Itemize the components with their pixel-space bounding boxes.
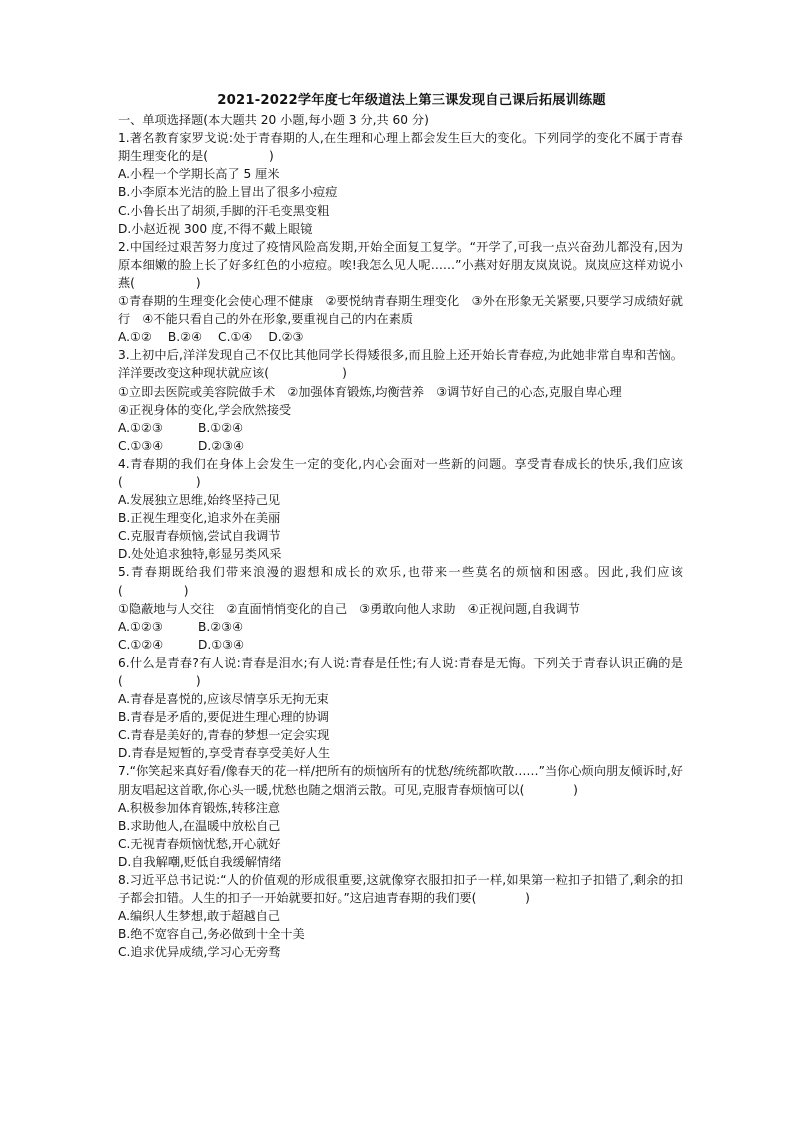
option: B.正视生理变化,追求外在美丽 — [118, 511, 281, 526]
question-3 — [118, 346, 683, 455]
option: A.小程一个学期长高了 5 厘米 — [118, 167, 280, 182]
question-statements: ①隐蔽地与人交往 ②直面悄悄变化的自己 ③勇敢向他人求助 ④正视问题,自我调节 — [118, 601, 580, 616]
option: D.处处追求独特,彰显另类风采 — [118, 547, 282, 562]
worksheet-page — [118, 92, 683, 962]
option: D.②③④ — [198, 438, 245, 453]
option: B.绝不宽容自己,务必做到十全十美 — [118, 927, 305, 942]
options-row — [118, 437, 683, 455]
option: D.小赵近视 300 度,不得不戴上眼镜 — [118, 221, 313, 236]
option: C.克服青春烦恼,尝试自我调节 — [118, 529, 281, 544]
question-stem: 1.著名教育家罗戈说:处于青春期的人,在生理和心理上都会发生巨大的变化。下列同学的变化不属于青春期生理变化的是( ) — [118, 131, 683, 164]
option: A.发展独立思维,始终坚持己见 — [118, 493, 281, 508]
question-statements: ①立即去医院或美容院做手术 ②加强体育锻炼,均衡营养 ③调节好自己的心态,克服自卑心理 — [118, 384, 622, 399]
question-stem: 5.青春期既给我们带来浪漫的遐想和成长的欢乐,也带来一些莫名的烦恼和困惑。因此,我们应该( ) — [118, 565, 683, 598]
option: B.②③④ — [198, 619, 244, 634]
options-row — [118, 618, 683, 636]
options-row — [118, 636, 683, 654]
option: B.青春是矛盾的,要促进生理心理的协调 — [118, 710, 330, 725]
question-8 — [118, 871, 683, 961]
option: D.自我解嘲,贬低自我缓解情绪 — [118, 854, 282, 869]
option: C.小鲁长出了胡须,手脚的汗毛变黑变粗 — [118, 203, 330, 218]
option: A.青春是喜悦的,应该尽情享乐无拘无束 — [118, 692, 329, 707]
option: A.①②③ — [118, 420, 163, 435]
question-5 — [118, 563, 683, 653]
question-1 — [118, 129, 683, 238]
question-2 — [118, 238, 683, 347]
option: A.①②③ — [118, 619, 163, 634]
question-stem: 2.中国经过艰苦努力度过了疫情风险高发期,开始全面复工复学。“开学了,可我一点兴奋劲儿都没有,因为原本细嫩的脸上长了好多红色的小痘痘。唉!我怎么见人呢……”小燕对好朋友岚岚说。岚岚应这样劝说小燕( ) — [118, 239, 683, 290]
option: A.编织人生梦想,敢于超越自己 — [118, 909, 281, 924]
option: C.①③④ — [118, 438, 164, 453]
option: C.青春是美好的,青春的梦想一定会实现 — [118, 728, 330, 743]
option: D.青春是短暂的,享受青春享受美好人生 — [118, 746, 331, 761]
section-heading: 一、单项选择题(本大题共 20 小题,每小题 3 分,共 60 分) — [118, 113, 429, 128]
option: D.①③④ — [198, 637, 245, 652]
question-4 — [118, 455, 683, 564]
option: B.①②④ — [198, 420, 244, 435]
question-statements: ④正视身体的变化,学会欣然接受 — [118, 402, 292, 417]
question-7 — [118, 762, 683, 871]
option: C.①②④ — [118, 637, 164, 652]
question-6 — [118, 654, 683, 763]
question-statements: ①青春期的生理变化会使心理不健康 ②要悦纳青春期生理变化 ③外在形象无关紧要,只要学习成绩好就行 ④不能只看自己的外在形象,要重视自己的内在素质 — [118, 294, 683, 327]
question-stem: 6.什么是青春?有人说:青春是泪水;有人说:青春是任性;有人说:青春是无悔。下列关于青春认识正确的是( ) — [118, 655, 683, 688]
option: C.无视青春烦恼忧愁,开心就好 — [118, 836, 281, 851]
question-stem: 3.上初中后,洋洋发现自己不仅比其他同学长得矮很多,而且脸上还开始长青春痘,为此她非常自卑和苦恼。洋洋要改变这种现状就应该( ) — [118, 348, 683, 381]
option: B.求助他人,在温暖中放松自己 — [118, 818, 281, 833]
page-title: 2021-2022学年度七年级道法上第三课发现自己课后拓展训练题 — [217, 93, 606, 108]
question-stem: 7.“你笑起来真好看/像春天的花一样/把所有的烦恼所有的忧愁/统统都吹散……”当你心烦向朋友倾诉时,好朋友唱起这首歌,你心头一暖,忧愁也随之烟消云散。可见,克服青春烦恼可以( ) — [118, 764, 683, 797]
question-stem: 4.青春期的我们在身体上会发生一定的变化,内心会面对一些新的问题。享受青春成长的快乐,我们应该( ) — [118, 456, 683, 489]
question-stem: 8.习近平总书记说:“人的价值观的形成很重要,这就像穿衣服扣扣子一样,如果第一粒扣子扣错了,剩余的扣子都会扣错。人生的扣子一开始就要扣好。”这启迪青春期的我们要( ) — [118, 873, 683, 906]
option: B.小李原本光洁的脸上冒出了很多小痘痘 — [118, 185, 338, 200]
option: C.追求优异成绩,学习心无旁骛 — [118, 945, 281, 960]
options-line: A.①② B.②④ C.①④ D.②③ — [118, 330, 304, 345]
option: A.积极参加体育锻炼,转移注意 — [118, 800, 281, 815]
options-row — [118, 419, 683, 437]
